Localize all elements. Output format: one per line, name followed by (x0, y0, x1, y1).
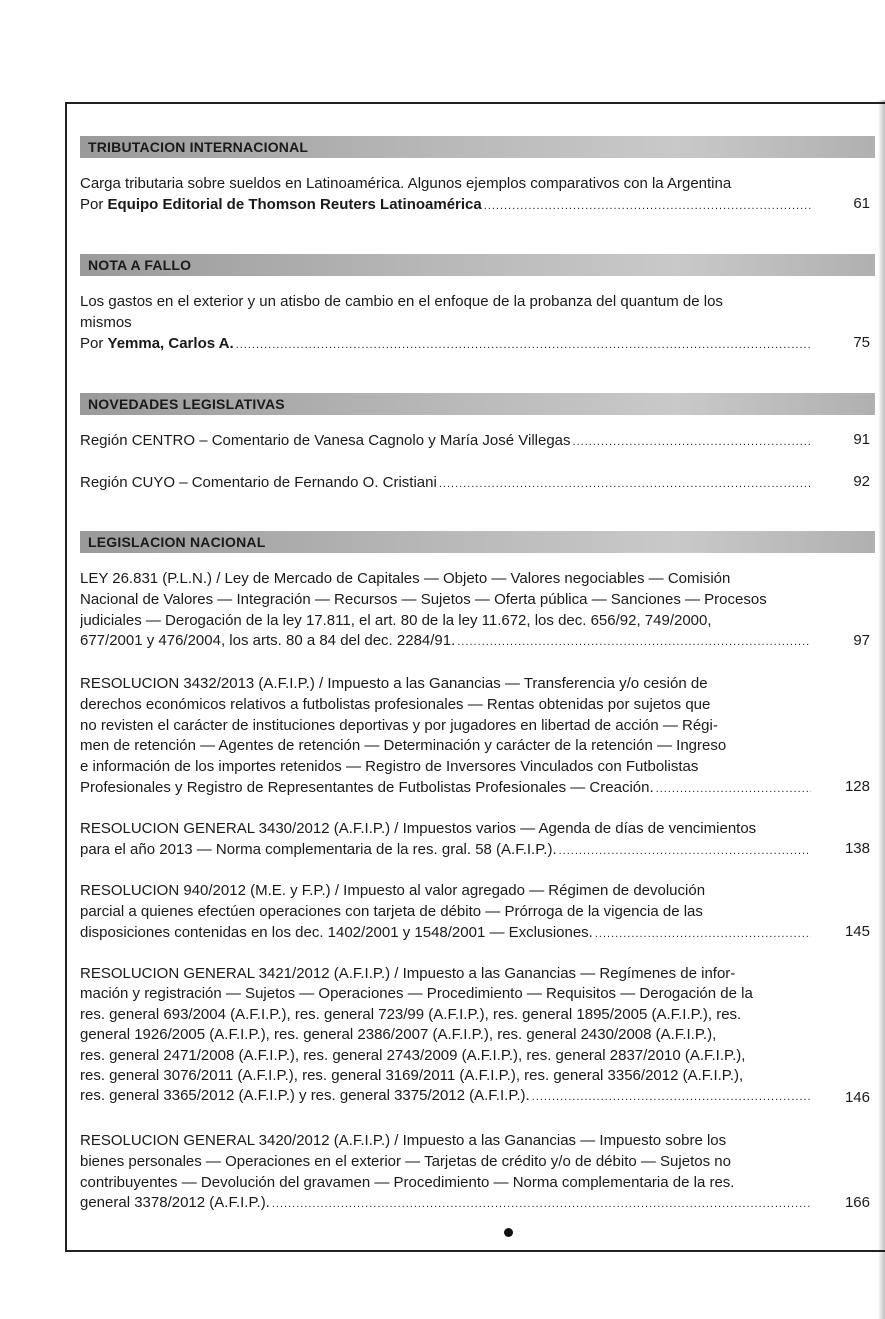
entry-author-line (80, 334, 811, 356)
entry-line: res. general 3076/2011 (A.F.I.P.), res. general 3169/2011 (A.F.I.P.), res. general 3356/2012 (A.F.I.P.), (80, 1067, 744, 1085)
page-number[interactable]: 97 (853, 632, 870, 649)
author-name: Yemma, Carlos A. (107, 334, 234, 352)
entry-line: mación y registración — Sujetos — Operaciones — Procedimiento — Requisitos — Derogación de la (80, 985, 753, 1003)
author-prefix: Por (80, 195, 104, 213)
entry-line: e información de los importes retenidos — Registro de Inversores Vinculados con Futbolistas (80, 758, 699, 776)
section-header-nota-a-fallo (80, 254, 875, 276)
entry-line: res. general 2471/2008 (A.F.I.P.), res. general 2743/2009 (A.F.I.P.), res. general 2837/2010 (A.F.I.P.), (80, 1046, 746, 1064)
entry-line: Región CENTRO – Comentario de Vanesa Cagnolo y María José Villegas ..... (80, 431, 811, 453)
entry-line: para el año 2013 — Norma complementaria de la res. gral. 58 (A.F.I.P.). ..... (80, 840, 811, 862)
page-number[interactable]: 166 (844, 1194, 870, 1211)
section-title: NOVEDADES LEGISLATIVAS (88, 396, 285, 412)
section-title: LEGISLACION NACIONAL (88, 534, 266, 550)
toc-entry[interactable] (80, 881, 811, 944)
entry-line: LEY 26.831 (P.L.N.) / Ley de Mercado de Capitales — Objeto — Valores negociables — Comisión (80, 570, 731, 587)
entry-line: Región CUYO – Comentario de Fernando O. Cristiani ..... (80, 473, 811, 495)
section-title: TRIBUTACION INTERNACIONAL (88, 139, 309, 155)
page-number[interactable]: 61 (853, 195, 870, 212)
toc-entry[interactable] (80, 819, 811, 862)
entry-line: 677/2001 y 476/2004, los arts. 80 a 84 del dec. 2284/91. ..... (80, 631, 811, 653)
entry-line: judiciales — Derogación de la ley 17.811, el art. 80 de la ley 11.672, los dec. 656/92, 749/2000, (80, 611, 712, 629)
page-number[interactable]: 128 (844, 778, 870, 795)
toc-entry[interactable] (80, 174, 811, 217)
page-number[interactable]: 91 (853, 431, 870, 448)
entry-line: RESOLUCION GENERAL 3421/2012 (A.F.I.P.) / Impuesto a las Ganancias — Regímenes de infor- (80, 965, 736, 982)
entry-line: Carga tributaria sobre sueldos en Latinoamérica. Algunos ejemplos comparativos con la Argentina (80, 175, 732, 192)
entry-line: bienes personales — Operaciones en el exterior — Tarjetas de crédito y/o de débito — Sujetos no (80, 1152, 731, 1170)
page-number[interactable]: 145 (844, 923, 870, 940)
entry-line: Nacional de Valores — Integración — Recursos — Sujetos — Oferta pública — Sanciones — Procesos (80, 590, 767, 608)
author-name: Equipo Editorial de Thomson Reuters Latinoamérica (107, 195, 482, 213)
toc-entry[interactable] (80, 569, 811, 653)
entry-line: Profesionales y Registro de Representantes de Futbolistas Profesionales — Creación. ..... (80, 778, 811, 800)
entry-line: contribuyentes — Devolución del gravamen — Procedimiento — Norma complementaria de la res. (80, 1173, 735, 1191)
toc-entry[interactable] (80, 473, 811, 495)
end-bullet-icon (504, 1228, 513, 1237)
section-header-tributacion-internacional (80, 136, 875, 158)
entry-line: general 3378/2012 (A.F.I.P.). ..... (80, 1193, 811, 1215)
page-edge-shadow (878, 100, 885, 1319)
entry-line: RESOLUCION 3432/2013 (A.F.I.P.) / Impuesto a las Ganancias — Transferencia y/o cesión de (80, 675, 708, 692)
page-number[interactable]: 92 (853, 473, 870, 490)
section-header-legislacion-nacional (80, 531, 875, 553)
toc-entry[interactable] (80, 292, 811, 355)
toc-entry[interactable] (80, 431, 811, 453)
entry-line: res. general 693/2004 (A.F.I.P.), res. general 723/99 (A.F.I.P.), res. general 1895/2005 (A.F.I.P.), res. (80, 1005, 742, 1023)
entry-line: mismos (80, 313, 132, 331)
toc-entry[interactable] (80, 964, 811, 1108)
entry-line: general 1926/2005 (A.F.I.P.), res. general 2386/2007 (A.F.I.P.), res. general 2430/2008 (A.F.I.P.), (80, 1026, 717, 1044)
entry-line: RESOLUCION GENERAL 3420/2012 (A.F.I.P.) / Impuesto a las Ganancias — Impuesto sobre los (80, 1132, 727, 1149)
entry-author-line (80, 195, 811, 217)
page-number[interactable]: 138 (844, 840, 870, 857)
section-title: NOTA A FALLO (88, 257, 192, 273)
entry-line: disposiciones contenidas en los dec. 1402/2001 y 1548/2001 — Exclusiones. ..... (80, 923, 811, 945)
toc-entry[interactable] (80, 674, 811, 800)
entry-line: derechos económicos relativos a futbolistas profesionales — Rentas obtenidas por sujetos que (80, 695, 711, 713)
entry-line: no revisten el carácter de instituciones deportivas y por jugadores en libertad de acción — Régi- (80, 716, 718, 734)
entry-line: RESOLUCION GENERAL 3430/2012 (A.F.I.P.) / Impuestos varios — Agenda de días de vencimientos (80, 820, 757, 837)
entry-line: parcial a quienes efectúen operaciones con tarjeta de débito — Prórroga de la vigencia de las (80, 902, 703, 920)
page-number[interactable]: 75 (853, 334, 870, 351)
toc-entry[interactable] (80, 1131, 811, 1215)
entry-line: Los gastos en el exterior y un atisbo de cambio en el enfoque de la probanza del quantum de los (80, 293, 723, 310)
entry-line: men de retención — Agentes de retención — Determinación y carácter de la retención — Ingreso (80, 737, 727, 755)
page-number[interactable]: 146 (844, 1089, 870, 1106)
entry-line: res. general 3365/2012 (A.F.I.P.) y res. general 3375/2012 (A.F.I.P.). ..... (80, 1086, 811, 1107)
author-prefix: Por (80, 334, 104, 352)
entry-line: RESOLUCION 940/2012 (M.E. y F.P.) / Impuesto al valor agregado — Régimen de devolución (80, 882, 706, 899)
section-header-novedades-legislativas (80, 393, 875, 415)
